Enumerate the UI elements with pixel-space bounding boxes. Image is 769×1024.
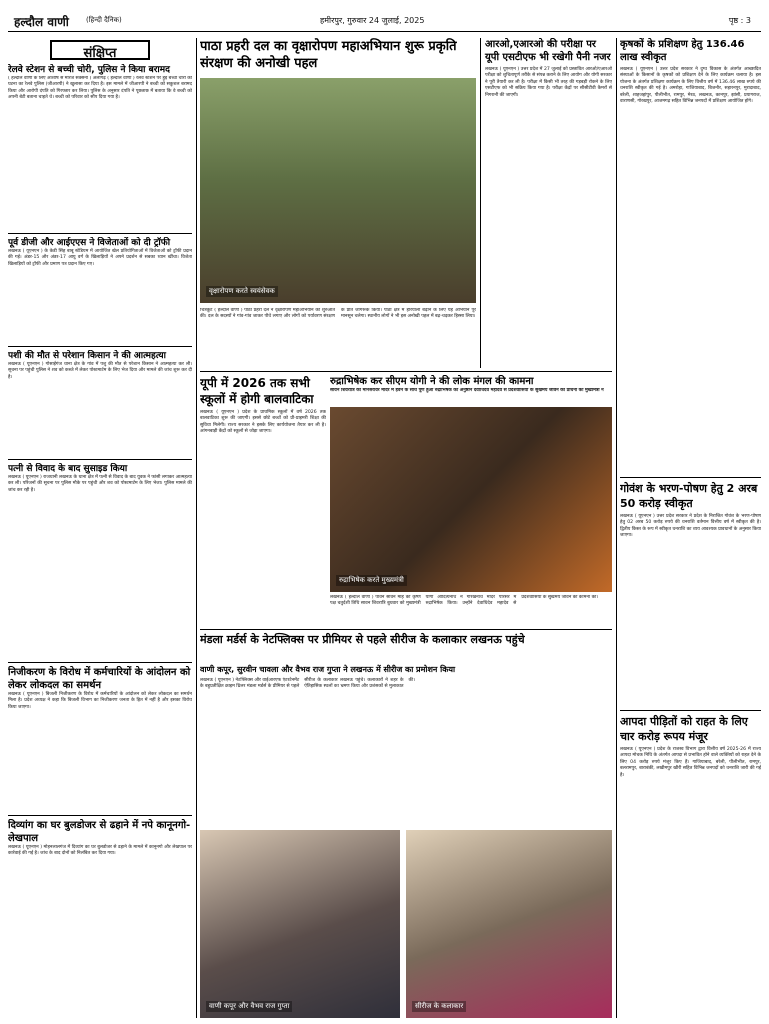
brief-item (8, 237, 192, 347)
rudrabhishek-photo: रुद्राभिषेक करते मुख्यमंत्री (330, 407, 612, 592)
exam-headline: आरओ,एआरओ की परीक्षा पर यूपी एसटीएफ भी रखेगी पैनी नजर (485, 39, 611, 63)
plantation-story (200, 38, 476, 368)
masthead-bar (8, 10, 761, 32)
left-column (8, 38, 192, 1018)
brief-headline: निजीकरण के विरोध में कर्मचारियों के आंदोलन को लेकर लोकदल का समर्थन (8, 667, 191, 691)
right-headline: कृषकों के प्रशिक्षण हेतु 136.46 लाख स्वीकृत (620, 39, 745, 63)
right-body: लखनऊ ( यूएनएन ) प्रदेश के राजस्व विभाग द्वारा वित्तीय वर्ष 2025-26 में राज्य आपदा मोचक निधि के अंतर्गत आपदा से प्रभावित होने वाले व्यक्तियों को राहत देने के लिए 04 करोड़ रुपये मंजूर किए हैं। गाजियाबाद, बरेली, पीलीभीत, रामपुर, बलरामपुर, बाराबंकी, लखीमपुर खीरी सहित विभिन्न जनपदों को धनराशि जारी की गई है। (620, 747, 761, 778)
right-column (620, 38, 761, 1018)
brief-item (8, 64, 192, 234)
column-rule-right (616, 38, 617, 1018)
brief-headline: पत्नी से विवाद के बाद सुसाइड किया (8, 464, 128, 474)
rudrabhishek-subhead: सावन शिवरात्रि को मानसरोवर मंदिर में हवन के साथ पूर्ण हुआ रुद्राभिषेक का अनुष्ठान देवाधिदेव महादेव से प्रदेशवासियों के सुखमय जीवन की प्रार्थना की मुख्यमंत्री ने (330, 388, 604, 393)
hrule-2 (200, 629, 612, 630)
mandala-headline: मंडला मर्डर्स के नेटफ्लिक्स पर प्रीमियर से पहले सीरीज के कलाकार लखनऊ पहुंचे (200, 633, 525, 646)
rudrabhishek-body: लखनऊ ( हल्दौल वाणी ) पावन सावन माह की कृष्ण पक्ष चतुर्दशी तिथि सावन शिवरात्रि बुधवार को मुख्यमंत्री योगी आदित्यनाथ ने गोरखनाथ मंदिर परिसर में रुद्राभिषेक किया। उन्होंने देवाधिदेव महादेव से प्रदेशवासियों के सुखमय जीवन की कामना की। (330, 595, 599, 607)
plantation-photo: वृक्षारोपण करते स्वयंसेवक (200, 78, 476, 303)
rudrabhishek-story (330, 375, 612, 625)
brief-headline: दिव्यांग का घर बुलडोजर से ढहाने में नपे कानूनगो-लेखपाल (8, 820, 191, 844)
brief-body: लखनऊ ( यूएनएन ) गोसाईगंज थाना क्षेत्र के गांव में पशु की मौत से परेशान किसान ने आत्महत्या कर ली। सूचना पर पहुंची पुलिस ने शव को कब्जे में लेकर पोस्टमार्टम के लिए भेज दिया और मामले की जांच शुरू कर दी है। (8, 362, 192, 380)
right-item (620, 38, 761, 478)
mandala-story (200, 632, 612, 1018)
balvatika-story (200, 375, 326, 625)
right-item (620, 481, 761, 711)
brief-item (8, 463, 192, 663)
dateline: हमीरपुर, गुरुवार 24 जुलाई, 2025 (320, 16, 425, 25)
brief-headline: पशी की मौत से परेशान किसान ने की आत्महत्या (8, 351, 166, 361)
mandala-photo-1: वाणी कपूर और वैभव राज गुप्ता (200, 830, 400, 1018)
hrule-1 (200, 371, 612, 372)
brief-body: लखनऊ ( यूएनएन ) बिजली निजीकरण के विरोध में कर्मचारियों के आंदोलन को लेकर लोकदल का समर्थन मिला है। प्रदेश अध्यक्ष ने कहा कि बिजली विभाग का निजीकरण जनता के हित में नहीं है और इसका विरोध किया जाएगा। (8, 692, 192, 710)
right-headline: गोवंश के भरण-पोषण हेतु 2 अरब 50 करोड़ स्वीकृत (620, 482, 758, 510)
paper-name: हल्दौल वाणी (14, 15, 69, 29)
mandala-body: लखनऊ ( यूएनएन ) नेटफ्लिक्स और वाईआरएफ एंटरटेनमेंट के बहुप्रतीक्षित क्राइम थ्रिलर मंडला मर्डर्स के प्रीमियर से पहले सीरीज के कलाकार लखनऊ पहुंचे। कलाकारों ने शहर के ऐतिहासिक स्थलों का भ्रमण किया और प्रशंसकों से मुलाकात की। (200, 678, 415, 690)
section-header (50, 40, 150, 60)
brief-item (8, 819, 192, 949)
brief-body: लखनऊ ( यूएनएन ) राजधानी लखनऊ के थाना क्षेत्र में पत्नी से विवाद के बाद युवक ने फांसी लगाकर आत्महत्या कर ली। परिजनों की सूचना पर पुलिस मौके पर पहुंची और शव को पोस्टमार्टम के लिए भेजा। पुलिस मामले की जांच कर रही है। (8, 475, 192, 493)
mandala-subhead: वाणी कपूर, सुरवीन चावला और वैभव राज गुप्ता ने लखनऊ में सीरीज का प्रमोशन किया (200, 665, 456, 674)
brief-body: लखनऊ ( यूएनएन ) के केडी सिंह बाबू स्टेडियम में आयोजित खेल प्रतियोगिताओं में विजेताओं को ट्रॉफी प्रदान की गई। अंडर-15 और अंडर-17 आयु वर्ग के खिलाड़ियों ने अपने प्रदर्शन से सबका ध्यान खींचा। विजेता खिलाड़ियों को ट्रॉफी और प्रमाण पत्र प्रदान किए गए। (8, 249, 192, 267)
brief-body: लखनऊ ( यूएनएन ) मोहनलालगंज में दिव्यांग का घर बुलडोजर से ढहाने के मामले में कानूनगो और लेखपाल पर कार्रवाई की गई है। जांच के बाद दोनों को निलंबित कर दिया गया। (8, 845, 192, 857)
brief-item (8, 350, 192, 460)
brief-headline: रेलवे स्टेशन से बच्ची चोरी, पुलिस ने किया बरामद (8, 65, 170, 75)
brief-headline: पूर्व डीजी और आईएएस ने विजेताओं को दी ट्रॉफी (8, 238, 171, 248)
right-body: लखनऊ ( यूएनएन ) उत्तर प्रदेश सरकार ने प्रदेश के निराश्रित गोवंश के भरण-पोषण हेतु 02 अरब 50 करोड़ रुपये की धनराशि वर्तमान वित्तीय वर्ष में स्वीकृत की है। द्वितीय किस्त के रूप में स्वीकृत धनराशि का व्यय आवश्यक प्रावधानों के अनुसार किया जाएगा। (620, 514, 761, 539)
right-item (620, 714, 761, 1014)
section-title: संक्षिप्त (83, 46, 117, 61)
column-rule-left (196, 38, 197, 1018)
brief-body: ( हल्दौल वाणी के लिए आशीष से मोरज सक्सेना ) अलीगढ़ ( हल्दौल वाणी ) रेलवे स्टेशन पर हुई बच्ची चोरी की घटना का रेलवे पुलिस (जीआरपी) ने खुलासा कर दिया है। इस मामले में जीआरपी ने बच्ची को सकुशल बरामद किया और आरोपी दंपति को गिरफ्तार कर लिया। पुलिस के अनुसार दंपति ने पूछताछ में बताया कि वे बच्ची को अपनी बेटी बताना चाहते थे। बच्ची को परिवार को सौंप दिया गया है। (8, 76, 192, 101)
brief-item (8, 666, 192, 816)
exam-story (480, 38, 612, 368)
page-number: पृष्ठ : 3 (728, 16, 751, 25)
plantation-headline: पाठा प्रहरी दल का वृक्षारोपण महाअभियान शुरू प्रकृति संरक्षण की अनोखी पहल (200, 39, 457, 71)
paper-type: (हिन्दी दैनिक) (86, 16, 122, 24)
right-body: लखनऊ ( यूएनएन ) उत्तर प्रदेश सरकार ने दुग्ध विकास के अंतर्गत आच्छादित संस्थाओं के किसानों के कृषकों को प्रशिक्षण देने के लिए कार्यक्रम चलाया है। इस योजना के अंतर्गत प्रशिक्षण कार्यक्रम के लिए वित्तीय वर्ष में 136.46 लाख रुपये की धनराशि स्वीकृत की गई है। अमरोहा, गाजियाबाद, बिजनौर, सहारनपुर, मुरादाबाद, बरेली, शाहजहांपुर, पीलीभीत, रामपुर, मेरठ, लखनऊ, कानपुर, झांसी, प्रयागराज, वाराणसी, गोरखपुर, आजमगढ़ सहित विभिन्न जनपदों में प्रशिक्षण आयोजित होंगे। (620, 67, 761, 105)
balvatika-body: लखनऊ ( यूएनएन ) प्रदेश के प्राथमिक स्कूलों में वर्ष 2026 तक बालवाटिका शुरू की जाएगी। इससे छोटे बच्चों को प्री-प्राइमरी शिक्षा की सुविधा मिलेगी। राज्य सरकार ने इसके लिए कार्ययोजना तैयार कर ली है। आंगनबाड़ी केंद्रों को स्कूलों से जोड़ा जाएगा। (200, 410, 326, 435)
balvatika-headline: यूपी में 2026 तक सभी स्कूलों में होगी बालवाटिका (200, 376, 314, 406)
mandala-photo-2: सीरीज के कलाकार (406, 830, 612, 1018)
right-headline: आपदा पीड़ितों को राहत के लिए चार करोड़ रूपय मंजूर (620, 715, 748, 743)
plantation-body: चित्रकूट ( हल्दौल वाणी ) पाठा प्रहरी दल ने वृक्षारोपण महाअभियान की शुरुआत की। दल के सदस्यों ने गांव-गांव जाकर पौधे लगाए और लोगों को पर्यावरण संरक्षण के प्रति जागरूक किया। पाठा क्षेत्र में हरियाली बढ़ाने के लिए यह अभियान पूरे मानसून चलेगा। स्थानीय लोगों ने भी इस अनोखी पहल में बढ़-चढ़कर हिस्सा लिया। (200, 308, 476, 320)
exam-body: लखनऊ ( यूएनएन ) उत्तर प्रदेश में 27 जुलाई को प्रस्तावित आरओ/एआरओ परीक्षा को शुचितापूर्ण तरीके से संपन्न कराने के लिए आयोग और योगी सरकार ने पूरी तैयारी कर ली है। परीक्षा में किसी भी तरह की गड़बड़ी रोकने के लिए एसटीएफ को भी सक्रिय किया गया है। परीक्षा केंद्रों पर सीसीटीवी कैमरों से निगरानी की जाएगी। (485, 67, 612, 98)
rudrabhishek-headline: रुद्राभिषेक कर सीएम योगी ने की लोक मंगल की कामना (330, 376, 534, 387)
